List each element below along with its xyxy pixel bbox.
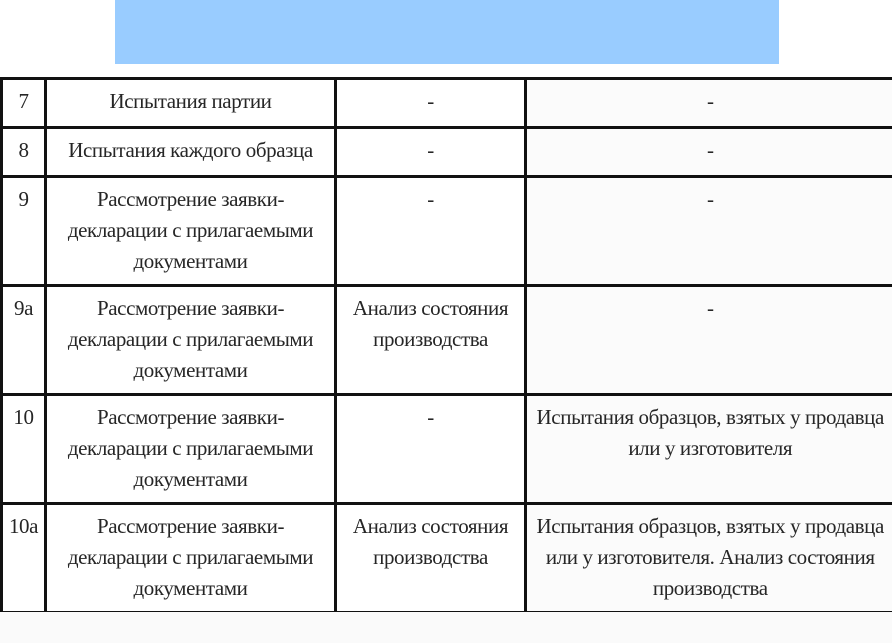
sample-testing-cell: - xyxy=(526,79,892,128)
table-row xyxy=(2,128,892,177)
activity-cell: Рассмотрение заявки-декларации с прилагаемыми документами xyxy=(46,504,336,613)
sample-testing-cell: Испытания образцов, взятых у продавца или у изготовителя xyxy=(526,395,892,504)
scheme-number-cell: 8 xyxy=(2,128,46,177)
sample-testing-cell: - xyxy=(526,128,892,177)
table-row xyxy=(2,504,892,613)
scheme-number-cell: 7 xyxy=(2,79,46,128)
sample-testing-cell: Испытания образцов, взятых у продавца или у изготовителя. Анализ состояния производства xyxy=(526,504,892,613)
activity-cell: Рассмотрение заявки-декларации с прилагаемыми документами xyxy=(46,177,336,286)
table-row xyxy=(2,79,892,128)
scheme-number-cell: 9а xyxy=(2,286,46,395)
header-banner xyxy=(115,0,779,64)
page-footer-area xyxy=(0,612,892,643)
scheme-number-cell: 10 xyxy=(2,395,46,504)
activity-cell: Рассмотрение заявки-декларации с прилагаемыми документами xyxy=(46,286,336,395)
table-row xyxy=(2,395,892,504)
certification-schemes-table xyxy=(0,77,892,614)
production-analysis-cell: - xyxy=(336,395,526,504)
production-analysis-cell: Анализ состояния производства xyxy=(336,504,526,613)
activity-cell: Испытания каждого образца xyxy=(46,128,336,177)
production-analysis-cell: - xyxy=(336,79,526,128)
production-analysis-cell: Анализ состояния производства xyxy=(336,286,526,395)
scheme-number-cell: 10а xyxy=(2,504,46,613)
sample-testing-cell: - xyxy=(526,286,892,395)
activity-cell: Испытания партии xyxy=(46,79,336,128)
sample-testing-cell: - xyxy=(526,177,892,286)
production-analysis-cell: - xyxy=(336,177,526,286)
table-row xyxy=(2,177,892,286)
table-row xyxy=(2,286,892,395)
scheme-number-cell: 9 xyxy=(2,177,46,286)
production-analysis-cell: - xyxy=(336,128,526,177)
activity-cell: Рассмотрение заявки-декларации с прилагаемыми документами xyxy=(46,395,336,504)
